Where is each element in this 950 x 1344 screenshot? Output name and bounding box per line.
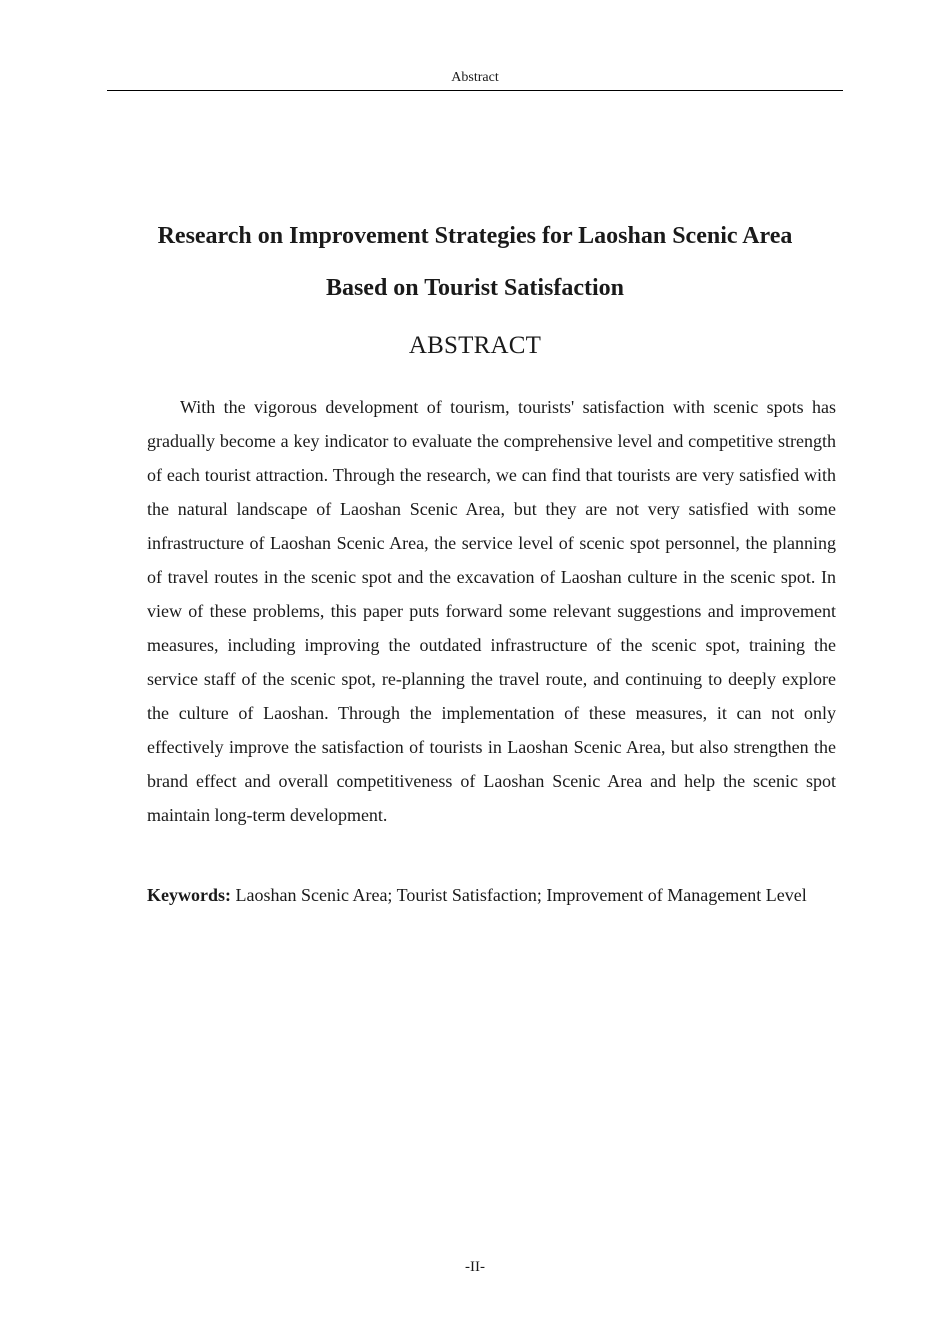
paper-title <box>107 210 843 314</box>
keywords-paragraph <box>147 878 836 912</box>
paper-title-line-1: Research on Improvement Strategies for Laoshan Scenic Area <box>157 223 793 249</box>
running-header: Abstract <box>107 70 843 91</box>
page-number: -II- <box>465 1259 485 1275</box>
keywords-text: Laoshan Scenic Area; Tourist Satisfaction; Improvement of Management Level <box>235 885 807 905</box>
abstract-body: With the vigorous development of tourism, tourists' satisfaction with scenic spots has gradually become a key indicator to evaluate the comprehensive level and competitive strength of each tourist attraction. Through the research, we can find that tourists are very satisfied with the natural landscape of Laoshan Scenic Area, but they are not very satisfied with some infrastructure of Laoshan Scenic Area, the service level of scenic spot personnel, the planning of travel routes in the scenic spot and the excavation of Laoshan culture in the scenic spot. In view of these problems, this paper puts forward some relevant suggestions and improvement measures, including improving the outdated infrastructure of the scenic spot, training the service staff of the scenic spot, re-planning the travel route, and continuing to deeply explore the culture of Laoshan. Through the implementation of these measures, it can not only effectively improve the satisfaction of tourists in Laoshan Scenic Area, but also strengthen the brand effect and overall competitiveness of Laoshan Scenic Area and help the scenic spot maintain long-term development. <box>147 397 836 825</box>
abstract-heading: ABSTRACT <box>408 332 542 359</box>
paper-title-line-2: Based on Tourist Satisfaction <box>325 275 625 301</box>
keywords-label: Keywords: <box>147 885 231 905</box>
